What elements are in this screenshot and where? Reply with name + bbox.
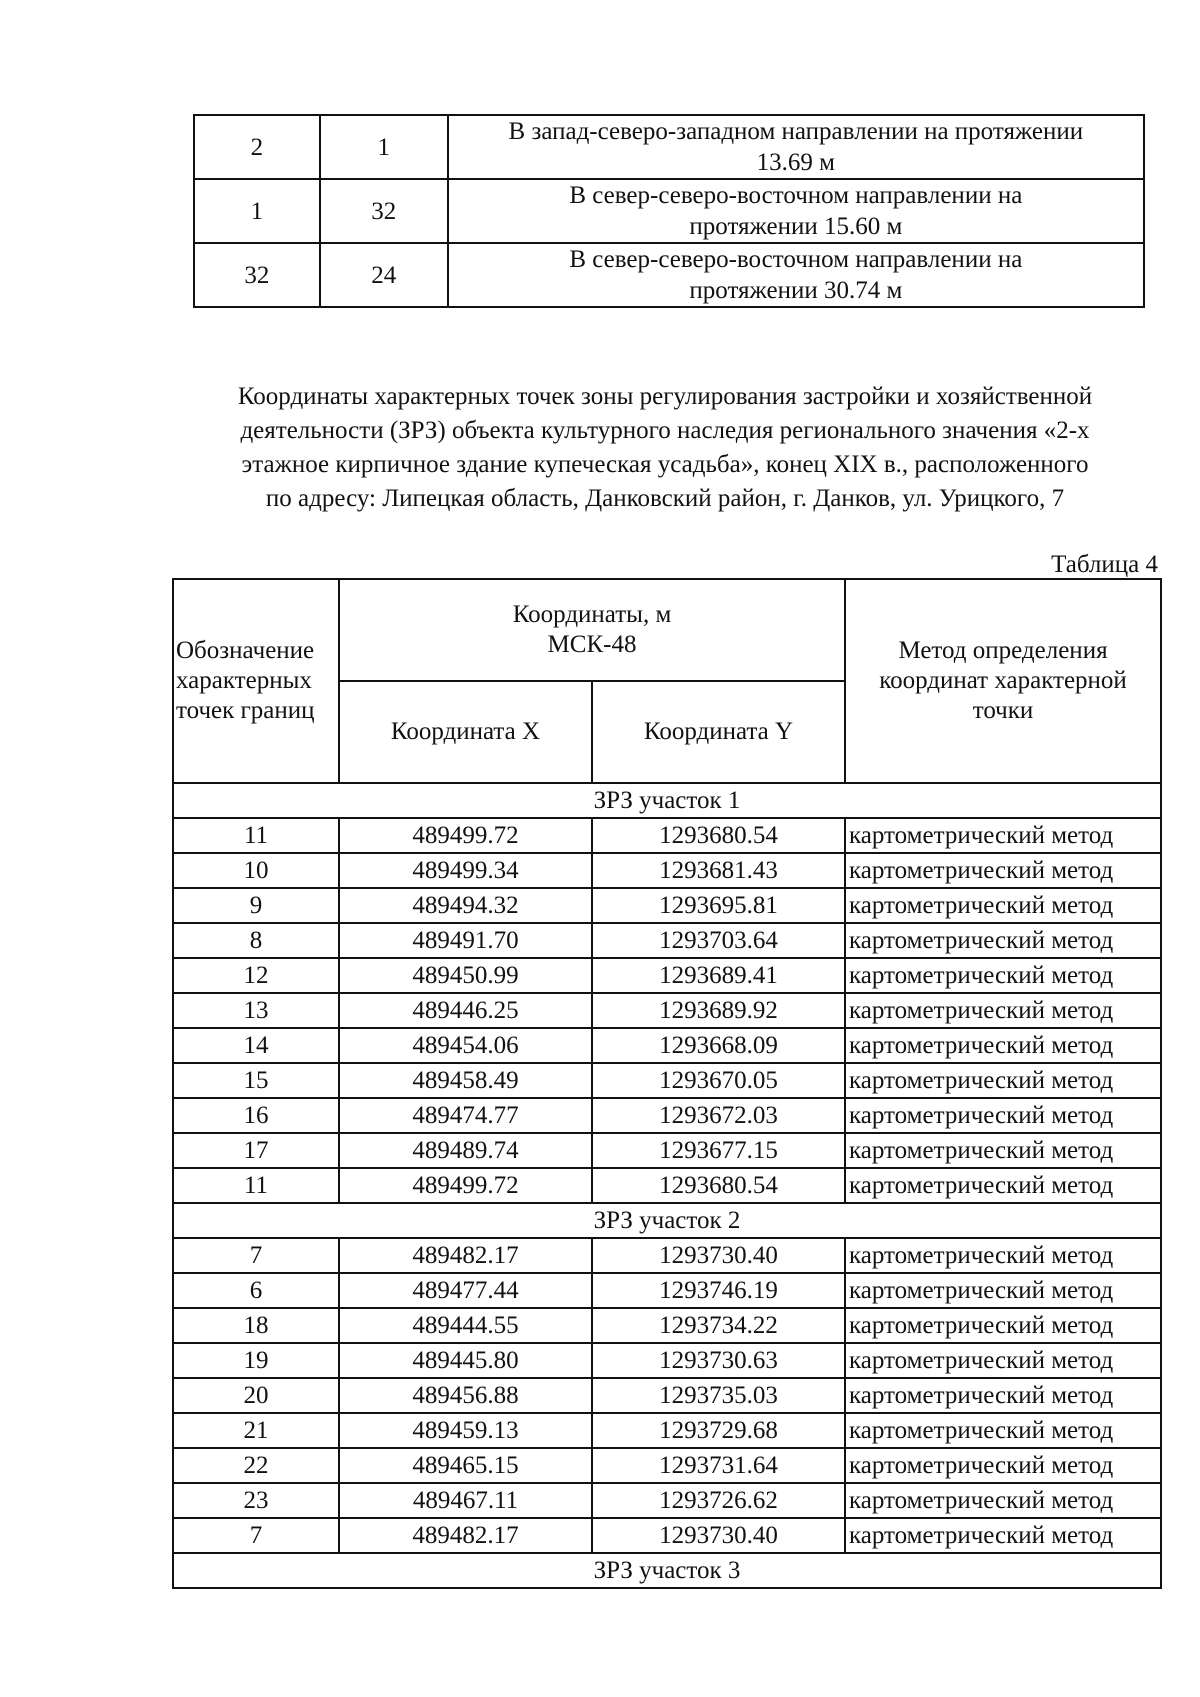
coordinate-y-cell: 1293729.68	[592, 1413, 845, 1448]
point-cell: 10	[173, 853, 339, 888]
point-cell: 20	[173, 1378, 339, 1413]
coordinate-y-cell: 1293726.62	[592, 1483, 845, 1518]
coordinate-y-cell: 1293672.03	[592, 1098, 845, 1133]
segment-table	[193, 114, 1145, 308]
coordinate-x-cell: 489456.88	[339, 1378, 592, 1413]
point-cell: 17	[173, 1133, 339, 1168]
point-cell: 8	[173, 923, 339, 958]
table-row	[173, 1413, 1161, 1448]
coordinate-y-cell: 1293730.40	[592, 1518, 845, 1553]
table-row	[194, 115, 1144, 179]
coordinate-x-cell: 489482.17	[339, 1518, 592, 1553]
coordinate-y-header: Координата Y	[592, 681, 845, 783]
table-row	[173, 1133, 1161, 1168]
coordinate-x-cell: 489454.06	[339, 1028, 592, 1063]
point-cell: 18	[173, 1308, 339, 1343]
method-cell: картометрический метод	[845, 1063, 1161, 1098]
coordinate-y-cell: 1293680.54	[592, 818, 845, 853]
coordinate-y-cell: 1293677.15	[592, 1133, 845, 1168]
method-cell: картометрический метод	[845, 1133, 1161, 1168]
method-cell: картометрический метод	[845, 1413, 1161, 1448]
method-cell: картометрический метод	[845, 1098, 1161, 1133]
table-row	[173, 1308, 1161, 1343]
from-point-cell: 2	[194, 115, 320, 179]
direction-cell	[448, 243, 1144, 307]
method-cell: картометрический метод	[845, 958, 1161, 993]
method-cell: картометрический метод	[845, 853, 1161, 888]
point-cell: 19	[173, 1343, 339, 1378]
header-line: координат характерной	[879, 667, 1127, 694]
table-row	[173, 1518, 1161, 1553]
method-cell: картометрический метод	[845, 1378, 1161, 1413]
coordinate-y-cell: 1293735.03	[592, 1378, 845, 1413]
table-row	[194, 179, 1144, 243]
table-row	[173, 923, 1161, 958]
coordinate-y-cell: 1293681.43	[592, 853, 845, 888]
coordinates-header	[339, 579, 845, 681]
direction-cell	[448, 115, 1144, 179]
coordinate-x-cell: 489499.34	[339, 853, 592, 888]
coordinate-y-cell: 1293680.54	[592, 1168, 845, 1203]
header-line: Координаты, м	[512, 601, 672, 628]
method-cell: картометрический метод	[845, 1448, 1161, 1483]
header-row	[173, 579, 1161, 681]
coordinate-y-cell: 1293730.63	[592, 1343, 845, 1378]
coordinate-x-cell: 489465.15	[339, 1448, 592, 1483]
coordinate-y-cell: 1293695.81	[592, 888, 845, 923]
heading-line: по адресу: Липецкая область, Данковский район, г. Данков, ул. Урицкого, 7	[265, 485, 1065, 512]
table-label: Таблица 4	[1051, 551, 1158, 578]
section-title: ЗРЗ участок 1	[173, 783, 1161, 818]
to-point-cell: 32	[320, 179, 448, 243]
method-cell: картометрический метод	[845, 888, 1161, 923]
point-cell: 15	[173, 1063, 339, 1098]
direction-line: В север-северо-восточном направлении на	[569, 246, 1023, 273]
section-title: ЗРЗ участок 3	[173, 1553, 1161, 1588]
point-cell: 6	[173, 1273, 339, 1308]
point-cell: 7	[173, 1238, 339, 1273]
table-row	[173, 1483, 1161, 1518]
coordinate-x-cell: 489489.74	[339, 1133, 592, 1168]
section-row	[173, 1553, 1161, 1588]
section-1-rows	[173, 818, 1161, 1203]
point-cell: 12	[173, 958, 339, 993]
point-cell: 21	[173, 1413, 339, 1448]
heading-line: Координаты характерных точек зоны регулирования застройки и хозяйственной	[237, 383, 1093, 410]
direction-line: В север-северо-восточном направлении на	[569, 182, 1023, 209]
coordinate-x-cell: 489450.99	[339, 958, 592, 993]
table-row	[173, 1448, 1161, 1483]
direction-line: протяжении 15.60 м	[689, 213, 903, 240]
method-cell: картометрический метод	[845, 1028, 1161, 1063]
section-title: ЗРЗ участок 2	[173, 1203, 1161, 1238]
table-row	[173, 1273, 1161, 1308]
table-row	[173, 888, 1161, 923]
table-row	[173, 1343, 1161, 1378]
point-cell: 13	[173, 993, 339, 1028]
table-row	[173, 853, 1161, 888]
point-cell: 7	[173, 1518, 339, 1553]
section-row	[173, 783, 1161, 818]
coordinate-y-cell: 1293689.92	[592, 993, 845, 1028]
method-cell: картометрический метод	[845, 1238, 1161, 1273]
coordinate-x-cell: 489499.72	[339, 818, 592, 853]
method-cell: картометрический метод	[845, 1518, 1161, 1553]
coordinate-x-cell: 489445.80	[339, 1343, 592, 1378]
method-cell: картометрический метод	[845, 1273, 1161, 1308]
direction-line: протяжении 30.74 м	[689, 277, 903, 304]
table-row	[173, 1238, 1161, 1273]
coordinate-x-cell: 489491.70	[339, 923, 592, 958]
coordinate-x-cell: 489482.17	[339, 1238, 592, 1273]
coordinate-x-cell: 489446.25	[339, 993, 592, 1028]
header-line: Метод определения	[898, 637, 1108, 664]
table-row	[173, 1063, 1161, 1098]
coordinate-x-cell: 489477.44	[339, 1273, 592, 1308]
heading-line: деятельности (ЗРЗ) объекта культурного наследия регионального значения «2-х	[240, 417, 1090, 444]
from-point-cell: 1	[194, 179, 320, 243]
table-row	[173, 1378, 1161, 1413]
method-cell: картометрический метод	[845, 993, 1161, 1028]
coordinate-y-cell: 1293731.64	[592, 1448, 845, 1483]
coordinate-x-cell: 489458.49	[339, 1063, 592, 1098]
to-point-cell: 24	[320, 243, 448, 307]
coordinate-y-cell: 1293703.64	[592, 923, 845, 958]
table-row	[173, 818, 1161, 853]
table-row	[173, 958, 1161, 993]
coordinate-x-cell: 489467.11	[339, 1483, 592, 1518]
coordinate-y-cell: 1293730.40	[592, 1238, 845, 1273]
coordinates-table	[172, 578, 1162, 1589]
section-row	[173, 1203, 1161, 1238]
direction-line: В запад-северо-западном направлении на протяжении	[508, 118, 1084, 145]
heading-line: этажное кирпичное здание купеческая усадьба», конец XIX в., расположенного	[241, 451, 1089, 478]
method-cell: картометрический метод	[845, 1168, 1161, 1203]
point-cell: 23	[173, 1483, 339, 1518]
header-line: МСК-48	[547, 631, 637, 658]
section-2-rows	[173, 1238, 1161, 1553]
point-cell: 14	[173, 1028, 339, 1063]
coordinate-x-header: Координата X	[339, 681, 592, 783]
header-line: точек границ	[176, 697, 315, 724]
table-row	[173, 1098, 1161, 1133]
coordinate-x-cell: 489474.77	[339, 1098, 592, 1133]
method-cell: картометрический метод	[845, 818, 1161, 853]
coordinate-y-cell: 1293689.41	[592, 958, 845, 993]
direction-line: 13.69 м	[756, 149, 835, 176]
point-cell: 22	[173, 1448, 339, 1483]
method-cell: картометрический метод	[845, 923, 1161, 958]
table-row	[194, 243, 1144, 307]
coordinate-y-cell: 1293670.05	[592, 1063, 845, 1098]
direction-cell	[448, 179, 1144, 243]
table-row	[173, 1028, 1161, 1063]
header-line: точки	[972, 697, 1034, 724]
coordinate-x-cell: 489444.55	[339, 1308, 592, 1343]
header-line: Обозначение	[176, 637, 315, 664]
coordinate-x-cell: 489459.13	[339, 1413, 592, 1448]
point-cell: 11	[173, 818, 339, 853]
coordinate-x-cell: 489494.32	[339, 888, 592, 923]
method-cell: картометрический метод	[845, 1483, 1161, 1518]
method-cell: картометрический метод	[845, 1343, 1161, 1378]
coordinate-y-cell: 1293668.09	[592, 1028, 845, 1063]
point-cell: 9	[173, 888, 339, 923]
coordinate-x-cell: 489499.72	[339, 1168, 592, 1203]
coordinate-y-cell: 1293746.19	[592, 1273, 845, 1308]
method-header	[845, 579, 1161, 783]
to-point-cell: 1	[320, 115, 448, 179]
table-row	[173, 993, 1161, 1028]
section-heading	[170, 380, 1160, 516]
header-line: характерных	[176, 667, 312, 694]
point-designation-header	[173, 579, 339, 783]
table-row	[173, 1168, 1161, 1203]
point-cell: 16	[173, 1098, 339, 1133]
coordinate-y-cell: 1293734.22	[592, 1308, 845, 1343]
method-cell: картометрический метод	[845, 1308, 1161, 1343]
from-point-cell: 32	[194, 243, 320, 307]
point-cell: 11	[173, 1168, 339, 1203]
